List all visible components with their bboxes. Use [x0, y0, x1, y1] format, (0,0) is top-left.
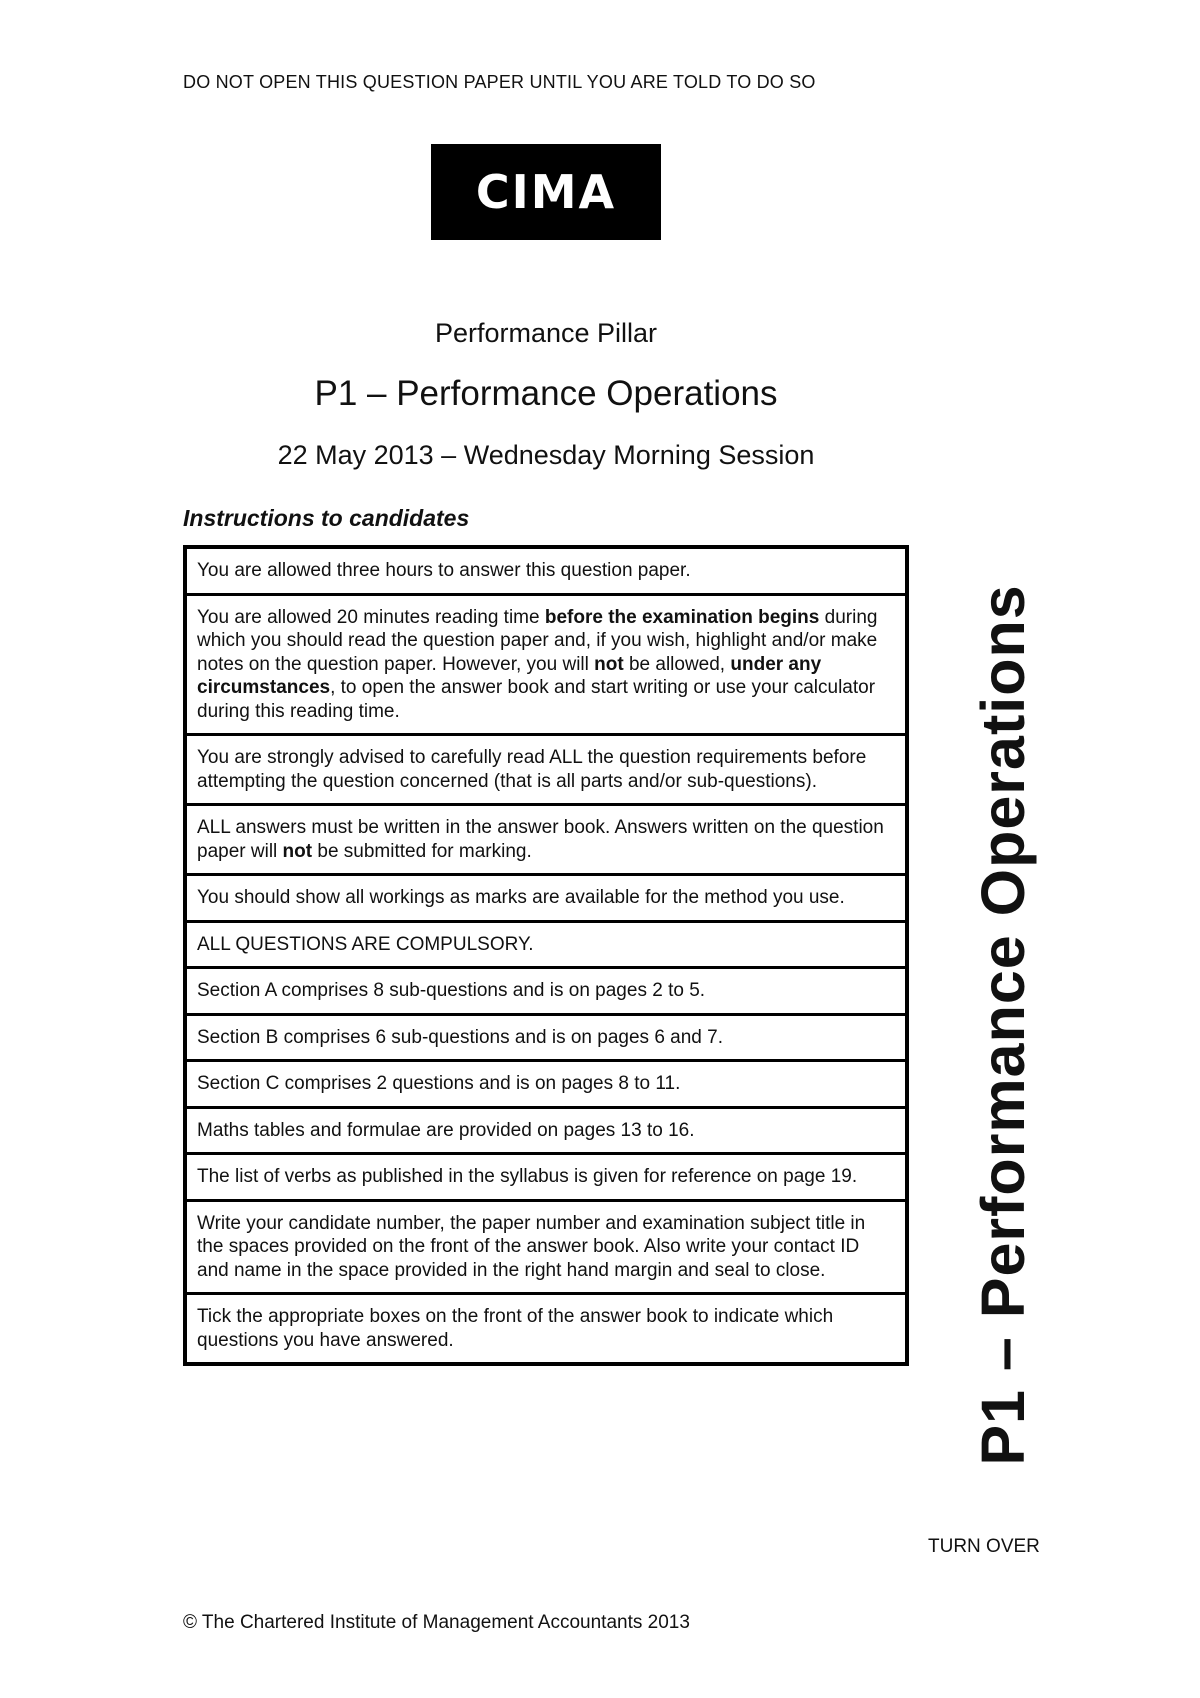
side-paper-title: P1 – Performance Operations — [969, 584, 1037, 1466]
cima-logo-text: CIMA — [475, 165, 617, 219]
instruction-text: Write your candidate number, the paper number and examination subject title in the spaces provided on the front of the answer book. Also write your contact ID and name in the space provided in the right hand margin and seal to close. — [197, 1212, 866, 1281]
instruction-row — [187, 969, 905, 1016]
instruction-text: during which you should read the question paper and, if you wish, highlight and/or make notes on the question paper. However, you will — [197, 606, 878, 675]
instruction-emphasis: not — [282, 840, 313, 862]
cima-logo — [431, 144, 661, 240]
instruction-text: Section A comprises 8 sub-questions and is on pages 2 to 5. — [197, 980, 706, 1001]
exam-notice: DO NOT OPEN THIS QUESTION PAPER UNTIL YOU ARE TOLD TO DO SO — [183, 72, 816, 92]
copyright-notice: © The Chartered Institute of Management Accountants 2013 — [183, 1612, 690, 1633]
instruction-emphasis: not — [594, 653, 624, 675]
instruction-row — [187, 1016, 905, 1063]
instructions-heading: Instructions to candidates — [183, 505, 470, 531]
instruction-text: You are strongly advised to carefully read ALL the question requirements before attempting the question concerned (that is all parts and/or sub-questions). — [197, 747, 867, 792]
instruction-text: Section C comprises 2 questions and is on pages 8 to 11. — [197, 1073, 681, 1094]
instruction-text: Tick the appropriate boxes on the front of the answer book to indicate which questions you have answered. — [197, 1306, 834, 1351]
paper-title: P1 – Performance Operations — [314, 374, 778, 413]
instruction-text: Section B comprises 6 sub-questions and is on pages 6 and 7. — [197, 1026, 723, 1048]
instruction-row — [187, 1109, 905, 1156]
instruction-text: ALL QUESTIONS ARE COMPULSORY. — [197, 933, 534, 955]
instruction-row — [187, 1155, 905, 1202]
session-date: 22 May 2013 – Wednesday Morning Session — [277, 440, 815, 470]
instruction-row — [187, 549, 905, 596]
instructions-box — [183, 545, 909, 1366]
instruction-emphasis: before the examination begins — [544, 606, 820, 628]
instruction-text: The list of verbs as published in the syllabus is given for reference on page 19. — [197, 1166, 858, 1187]
instruction-text: You should show all workings as marks are available for the method you use. — [197, 887, 845, 908]
instruction-row — [187, 876, 905, 923]
turn-over-label: TURN OVER — [928, 1536, 1040, 1557]
instruction-text: Maths tables and formulae are provided on pages 13 to 16. — [197, 1119, 695, 1141]
instruction-text: , to open the answer book and start writing or use your calculator during this reading time. — [197, 677, 876, 722]
instruction-row — [187, 923, 905, 970]
instruction-text: be submitted for marking. — [312, 840, 532, 862]
instruction-text: be allowed, — [623, 653, 731, 675]
instruction-text: ALL answers must be written in the answer book. Answers written on the question paper will — [197, 817, 884, 862]
instruction-row — [187, 1202, 905, 1296]
instruction-emphasis: under any circumstances — [197, 653, 822, 698]
instruction-row — [187, 736, 905, 806]
instruction-row — [187, 1295, 905, 1362]
pillar-title: Performance Pillar — [434, 318, 658, 348]
instruction-text: You are allowed three hours to answer this question paper. — [197, 560, 691, 581]
instruction-row — [187, 1062, 905, 1109]
instruction-row — [187, 806, 905, 876]
instruction-row — [187, 596, 905, 737]
instruction-text: You are allowed 20 minutes reading time — [197, 606, 545, 628]
